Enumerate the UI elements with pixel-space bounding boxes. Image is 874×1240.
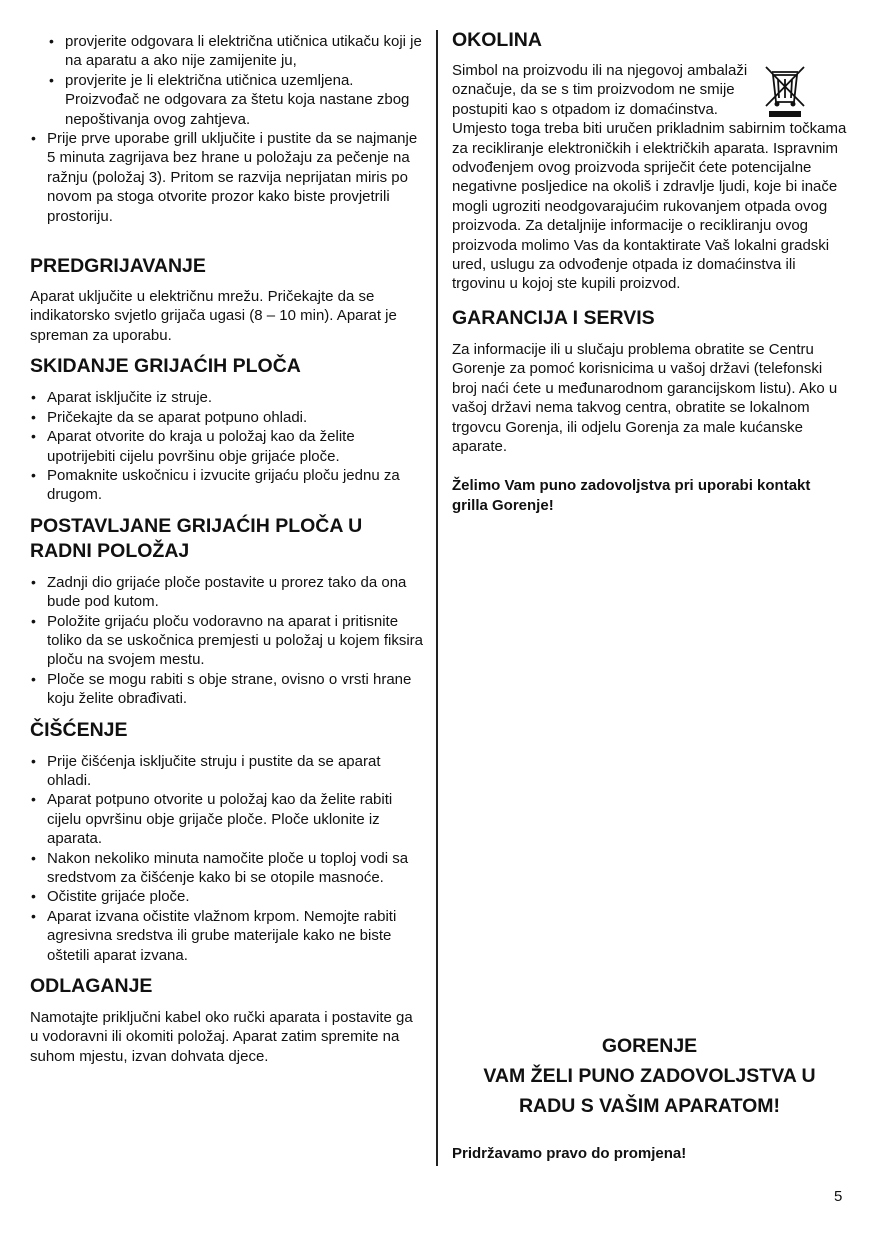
install-plates-heading: POSTAVLJANE GRIJAĆIH PLOČA U RADNI POLOŽAJ xyxy=(30,514,363,562)
list-item: • Prije prve uporabe grill uključite i pustite da se najmanje 5 minuta zagrijava bez hrane u položaju za pečenje na ražnju (položaj 3). Pritom se razvija neprijatan miris po novom pa stoga otvorite prozor kako biste provjetrili prostoriju. xyxy=(30,129,425,226)
warranty-text: Za informacije ili u slučaju problema obratite se Centru Gorenje za pomoć korisnicima u vašoj državi (telefonski broj naći ćete u međunarodnom garancijskom listu). Ako u vašoj državi nema takvog centra, obratite se lokalnom trgovcu Gorenja, ili odjelu Gorenja za male kućanske aparate. xyxy=(452,340,838,455)
list-item: • Prije čišćenja isključite struju i pustite da se aparat ohladi. xyxy=(30,752,425,791)
storage-text: Namotajte priključni kabel oko ručki aparata i postavite ga u vodoravni ili okomiti položaj. Aparat zatim spremite na suhom mjestu, izvan dohvata djece. xyxy=(30,1009,413,1065)
preheat-text: Aparat uključite u električnu mrežu. Pričekajte da se indikatorsko svjetlo grijača ugasi (8 – 10 min). Aparat je spreman za uporabu. xyxy=(30,288,397,344)
closing-line-1: GORENJE xyxy=(601,1035,698,1057)
list-item: • provjerite odgovara li električna utičnica utikaču koji je na aparatu a ako nije zamijenite ju, xyxy=(30,32,425,71)
list-item: • Položite grijaću ploču vodoravno na aparat i pritisnite toliko da se uskočnica premjesti u položaj u kojem fiksira ploču na svojem mestu. xyxy=(30,612,425,670)
column-divider xyxy=(436,30,438,1166)
list-item: • Očistite grijaće ploče. xyxy=(30,887,425,906)
page-number: 5 xyxy=(834,1188,843,1205)
environment-heading: OKOLINA xyxy=(452,29,542,51)
cleaning-heading: ČIŠĆENJE xyxy=(30,718,128,741)
storage-heading: ODLAGANJE xyxy=(30,975,153,998)
remove-plates-list xyxy=(30,388,425,504)
remove-plates-heading: SKIDANJE GRIJAĆIH PLOČA xyxy=(30,355,301,378)
list-item: • Nakon nekoliko minuta namočite ploče u toploj vodi sa sredstvom za čišćenje kako bi se otopile masnoće. xyxy=(30,849,425,888)
left-column xyxy=(30,28,425,1066)
warranty-heading: GARANCIJA I SERVIS xyxy=(452,306,655,329)
environment-text: Simbol na proizvodu ili na njegovoj ambalaži označuje, da se s tim proizvodom ne smije postupiti kao s otpadom iz domaćinstva. Umjesto toga treba biti uručen prikladnim sabirnim točkama za recikliranje elektroničkih i električkih aparata. Ispravnim odvođenjem ovog proizvoda spriječit ćete potencijalne negativne posljedice na okoliš i zdravlje ljudi, koje bi inače mogli ugroziti neodgovarajućim rukovanjem otpada ovog proizvoda. Za detaljnije informacije o recikliranju ovog proizvoda molimo Vas da kontaktirate Vaš lokalni gradski ured, uslugu za odvođenje otpada iz domaćinstva ili trgovinu u kojoj ste kupili proizvod. xyxy=(452,62,847,293)
environment-section xyxy=(452,28,847,294)
list-item: • Aparat isključite iz struje. xyxy=(30,388,425,407)
footnote: Pridržavamo pravo do promjena! xyxy=(452,1145,687,1162)
safety-sub-list xyxy=(30,32,425,129)
cleaning-list xyxy=(30,752,425,965)
install-plates-list xyxy=(30,573,425,709)
list-item: • Zadnji dio grijaće ploče postavite u prorez tako da ona bude pod kutom. xyxy=(30,573,425,612)
closing-message xyxy=(452,1031,847,1121)
list-item: • Ploče se mogu rabiti s obje strane, ovisno o vrsti hrane koju želite obrađivati. xyxy=(30,670,425,709)
first-use-list xyxy=(30,129,425,226)
closing-line-2: VAM ŽELI PUNO ZADOVOLJSTVA U xyxy=(483,1065,816,1087)
list-item: • Aparat potpuno otvorite u položaj kao da želite rabiti cijelu opvršinu obje grijače ploče. Ploče uklonite iz aparata. xyxy=(30,790,425,848)
crossed-out-wheelie-bin-icon xyxy=(763,64,807,120)
list-item: • Aparat izvana očistite vlažnom krpom. Nemojte rabiti agresivna sredstva ili grube materijale kako ne biste oštetili aparat izvana. xyxy=(30,907,425,965)
list-item: • Aparat otvorite do kraja u položaj kao da želite upotrijebiti cijelu površinu obje grijaće ploče. xyxy=(30,427,425,466)
list-item: • Pričekajte da se aparat potpuno ohladi. xyxy=(30,408,425,427)
closing-line-3: RADU S VAŠIM APARATOM! xyxy=(518,1095,781,1117)
list-item: • Pomaknite uskočnicu i izvucite grijaću ploču jednu za drugom. xyxy=(30,466,425,505)
right-column xyxy=(452,28,847,515)
preheat-heading: PREDGRIJAVANJE xyxy=(30,255,206,278)
wish-text: Želimo Vam puno zadovoljstva pri uporabi kontakt grilla Gorenje! xyxy=(452,477,811,514)
list-item: • provjerite je li električna utičnica uzemljena. Proizvođač ne odgovara za štetu koja nastane zbog nepoštivanja ovog zahtjeva. xyxy=(30,71,425,129)
